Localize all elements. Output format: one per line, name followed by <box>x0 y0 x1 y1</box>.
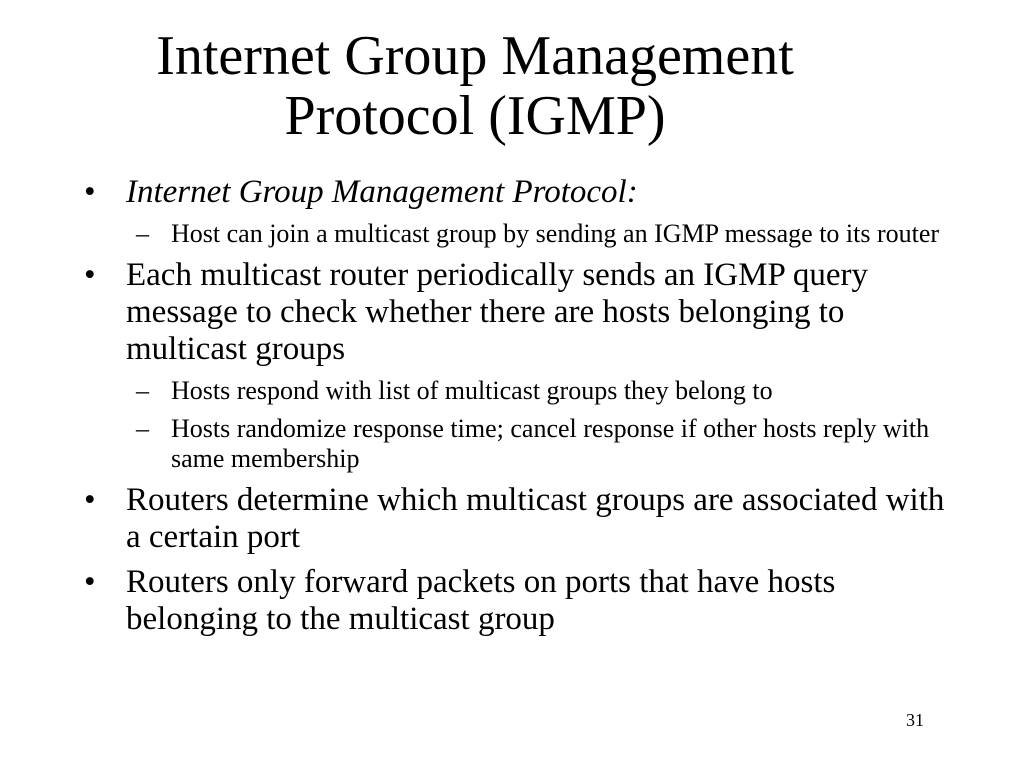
sub-bullet-text: Host can join a multicast group by sending an IGMP message to its router <box>171 219 940 248</box>
dash-marker: – <box>136 219 149 248</box>
dash-marker: – <box>136 414 149 443</box>
bullet-item <box>84 257 954 368</box>
bullet-item <box>84 174 954 211</box>
sub-bullet-text: Hosts respond with list of multicast groups they belong to <box>171 376 773 405</box>
page-number: 31 <box>906 710 924 730</box>
bullet-item <box>84 482 954 556</box>
slide-title <box>0 26 950 146</box>
sub-bullet-item <box>84 414 954 474</box>
bullet-marker: • <box>84 174 96 210</box>
bullet-marker: • <box>84 257 96 293</box>
bullet-text: Internet Group Management Protocol: <box>126 174 638 210</box>
bullet-item <box>84 564 954 638</box>
bullet-text: Routers only forward packets on ports that have hosts belonging to the multicast group <box>126 564 836 637</box>
sub-bullet-text: Hosts randomize response time; cancel response if other hosts reply with same membership <box>171 414 930 473</box>
slide-body <box>84 174 954 646</box>
sub-bullet-item <box>84 376 954 406</box>
bullet-text: Routers determine which multicast groups are associated with a certain port <box>126 482 945 555</box>
bullet-marker: • <box>84 564 96 600</box>
bullet-text: Each multicast router periodically sends an IGMP query message to check whether there are hosts belonging to multicast groups <box>126 257 868 367</box>
slide-title-line-2: Protocol (IGMP) <box>284 85 666 147</box>
bullet-marker: • <box>84 482 96 518</box>
slide-title-line-1: Internet Group Management <box>156 25 794 87</box>
sub-bullet-item <box>84 219 954 249</box>
dash-marker: – <box>136 376 149 405</box>
